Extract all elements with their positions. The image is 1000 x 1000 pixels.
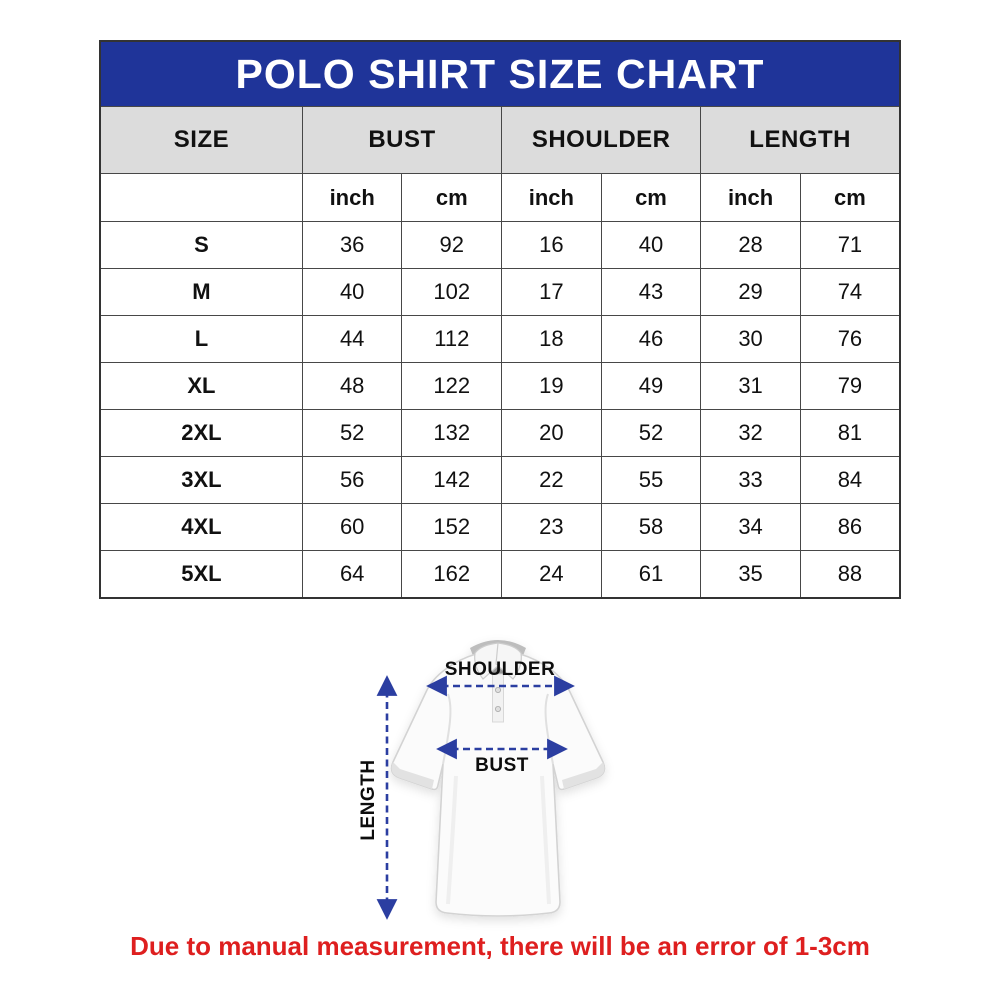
- table-row: [100, 316, 900, 363]
- value-cell: 64: [302, 551, 402, 599]
- value-cell: 52: [601, 410, 701, 457]
- table-row: [100, 269, 900, 316]
- value-cell: 84: [800, 457, 900, 504]
- value-cell: 76: [800, 316, 900, 363]
- size-cell: 5XL: [100, 551, 302, 599]
- value-cell: 122: [402, 363, 502, 410]
- value-cell: 79: [800, 363, 900, 410]
- col-group-shoulder: SHOULDER: [502, 107, 701, 174]
- value-cell: 52: [302, 410, 402, 457]
- value-cell: 48: [302, 363, 402, 410]
- value-cell: 29: [701, 269, 801, 316]
- size-chart-section: [99, 40, 901, 599]
- bust-label: BUST: [475, 755, 529, 776]
- value-cell: 71: [800, 222, 900, 269]
- measurement-note: Due to manual measurement, there will be an error of 1-3cm: [130, 931, 870, 961]
- size-cell: 4XL: [100, 504, 302, 551]
- table-row: [100, 222, 900, 269]
- chart-title-banner: POLO SHIRT SIZE CHART: [100, 41, 900, 107]
- value-cell: 24: [502, 551, 602, 599]
- value-cell: 61: [601, 551, 701, 599]
- value-cell: 35: [701, 551, 801, 599]
- unit-header: inch: [502, 174, 602, 222]
- table-row: [100, 410, 900, 457]
- value-cell: 92: [402, 222, 502, 269]
- polo-shirt-illustration: [392, 640, 605, 916]
- unit-header: inch: [701, 174, 801, 222]
- value-cell: 28: [701, 222, 801, 269]
- col-group-size: SIZE: [100, 107, 302, 174]
- value-cell: 132: [402, 410, 502, 457]
- size-cell: M: [100, 269, 302, 316]
- value-cell: 49: [601, 363, 701, 410]
- length-label: LENGTH: [358, 759, 379, 841]
- size-chart-table: [99, 40, 901, 599]
- unit-header-row: [100, 174, 900, 222]
- table-row: [100, 457, 900, 504]
- value-cell: 102: [402, 269, 502, 316]
- value-cell: 36: [302, 222, 402, 269]
- shoulder-label: SHOULDER: [444, 659, 556, 680]
- value-cell: 74: [800, 269, 900, 316]
- value-cell: 43: [601, 269, 701, 316]
- unit-header: cm: [402, 174, 502, 222]
- value-cell: 20: [502, 410, 602, 457]
- unit-header-blank: [100, 174, 302, 222]
- unit-header: cm: [800, 174, 900, 222]
- value-cell: 22: [502, 457, 602, 504]
- col-group-bust: BUST: [302, 107, 501, 174]
- value-cell: 86: [800, 504, 900, 551]
- size-cell: 3XL: [100, 457, 302, 504]
- unit-header: inch: [302, 174, 402, 222]
- value-cell: 30: [701, 316, 801, 363]
- value-cell: 16: [502, 222, 602, 269]
- value-cell: 40: [601, 222, 701, 269]
- value-cell: 142: [402, 457, 502, 504]
- banner-row: [100, 41, 900, 107]
- value-cell: 40: [302, 269, 402, 316]
- unit-header: cm: [601, 174, 701, 222]
- value-cell: 46: [601, 316, 701, 363]
- size-cell: XL: [100, 363, 302, 410]
- value-cell: 55: [601, 457, 701, 504]
- size-cell: 2XL: [100, 410, 302, 457]
- table-row: [100, 551, 900, 599]
- value-cell: 17: [502, 269, 602, 316]
- value-cell: 112: [402, 316, 502, 363]
- value-cell: 58: [601, 504, 701, 551]
- value-cell: 31: [701, 363, 801, 410]
- value-cell: 18: [502, 316, 602, 363]
- value-cell: 60: [302, 504, 402, 551]
- value-cell: 33: [701, 457, 801, 504]
- value-cell: 152: [402, 504, 502, 551]
- value-cell: 19: [502, 363, 602, 410]
- col-group-length: LENGTH: [701, 107, 900, 174]
- value-cell: 162: [402, 551, 502, 599]
- value-cell: 34: [701, 504, 801, 551]
- table-row: [100, 504, 900, 551]
- value-cell: 81: [800, 410, 900, 457]
- value-cell: 23: [502, 504, 602, 551]
- value-cell: 88: [800, 551, 900, 599]
- value-cell: 44: [302, 316, 402, 363]
- size-cell: L: [100, 316, 302, 363]
- measurement-diagram: [330, 616, 690, 950]
- table-row: [100, 363, 900, 410]
- value-cell: 32: [701, 410, 801, 457]
- value-cell: 56: [302, 457, 402, 504]
- column-group-row: [100, 107, 900, 174]
- size-cell: S: [100, 222, 302, 269]
